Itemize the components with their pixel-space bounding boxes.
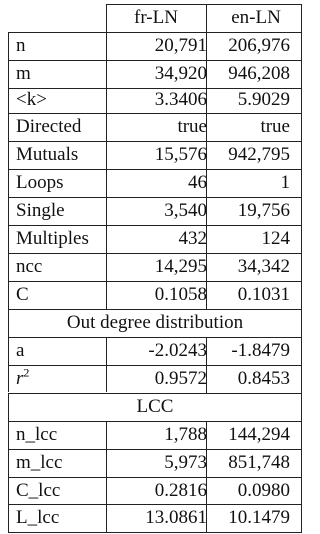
en-value: 0.8453 bbox=[237, 368, 290, 389]
fr-value: 14,295 bbox=[154, 256, 207, 277]
fr-value: 1,788 bbox=[164, 424, 207, 445]
en-value: 946,208 bbox=[228, 63, 290, 84]
table-row bbox=[0, 225, 306, 253]
row-label: L_lcc bbox=[16, 507, 60, 528]
en-value: true bbox=[260, 116, 290, 137]
fr-value: 20,791 bbox=[154, 35, 207, 56]
en-value: 34,342 bbox=[237, 256, 290, 277]
en-value: 5.9029 bbox=[237, 89, 290, 110]
fr-value: 0.1058 bbox=[154, 284, 207, 305]
table-row bbox=[0, 86, 306, 114]
en-value: 851,748 bbox=[228, 452, 290, 473]
en-value: 942,795 bbox=[228, 144, 290, 165]
fr-value: 15,576 bbox=[154, 144, 207, 165]
en-value: 144,294 bbox=[228, 424, 290, 445]
column-header-en-ln: en-LN bbox=[231, 7, 281, 28]
column-header-fr-ln: fr-LN bbox=[134, 7, 178, 28]
section-header-out-degree bbox=[0, 309, 306, 337]
table-row bbox=[0, 197, 306, 225]
table-row bbox=[0, 421, 306, 449]
fr-value: 3,540 bbox=[164, 200, 207, 221]
row-label: m bbox=[16, 63, 31, 84]
table-row bbox=[0, 169, 306, 197]
en-value: 124 bbox=[261, 228, 290, 249]
fr-value: 0.2816 bbox=[154, 480, 207, 501]
section-title: LCC bbox=[136, 396, 174, 417]
row-label: m_lcc bbox=[16, 452, 63, 473]
row-label: ncc bbox=[16, 256, 43, 277]
table-row bbox=[0, 141, 306, 169]
row-label: n_lcc bbox=[16, 424, 58, 445]
row-label: <k> bbox=[16, 89, 47, 110]
row-label: Mutuals bbox=[16, 144, 79, 165]
row-label: C_lcc bbox=[16, 480, 61, 501]
fr-value: 5,973 bbox=[164, 452, 207, 473]
fr-value: -2.0243 bbox=[148, 340, 207, 361]
section-header-lcc bbox=[0, 393, 306, 421]
header-row bbox=[0, 4, 306, 32]
table-row bbox=[0, 253, 306, 281]
row-label: a bbox=[16, 340, 25, 361]
row-label: C bbox=[16, 284, 29, 305]
table-row bbox=[0, 449, 306, 477]
row-label-r-squared bbox=[16, 365, 29, 393]
table-row bbox=[0, 113, 306, 141]
en-value: 19,756 bbox=[237, 200, 290, 221]
fr-value: 46 bbox=[188, 172, 207, 193]
table-row bbox=[0, 365, 306, 393]
row-label: Multiples bbox=[16, 228, 89, 249]
row-label: n bbox=[16, 35, 26, 56]
table-bottom-line bbox=[8, 532, 302, 533]
fr-value: true bbox=[177, 116, 207, 137]
fr-value: 432 bbox=[178, 228, 207, 249]
table-row bbox=[0, 32, 306, 60]
table-row bbox=[0, 337, 306, 365]
en-value: 0.1031 bbox=[237, 284, 290, 305]
table-row bbox=[0, 281, 306, 309]
r-squared-exponent: 2 bbox=[23, 365, 30, 380]
table-row bbox=[0, 477, 306, 505]
table-row bbox=[0, 504, 306, 532]
en-value: -1.8479 bbox=[231, 340, 290, 361]
fr-value: 0.9572 bbox=[154, 368, 207, 389]
fr-value: 3.3406 bbox=[154, 89, 207, 110]
row-label: Directed bbox=[16, 116, 82, 137]
en-value: 1 bbox=[280, 172, 290, 193]
row-label: Single bbox=[16, 200, 65, 221]
fr-value: 13.0861 bbox=[145, 507, 207, 528]
en-value: 206,976 bbox=[228, 35, 290, 56]
section-title: Out degree distribution bbox=[66, 312, 244, 333]
en-value: 10.1479 bbox=[228, 507, 290, 528]
en-value: 0.0980 bbox=[237, 480, 290, 501]
table-row bbox=[0, 60, 306, 88]
row-label: Loops bbox=[16, 172, 64, 193]
r-squared-base: r bbox=[16, 368, 24, 389]
fr-value: 34,920 bbox=[154, 63, 207, 84]
